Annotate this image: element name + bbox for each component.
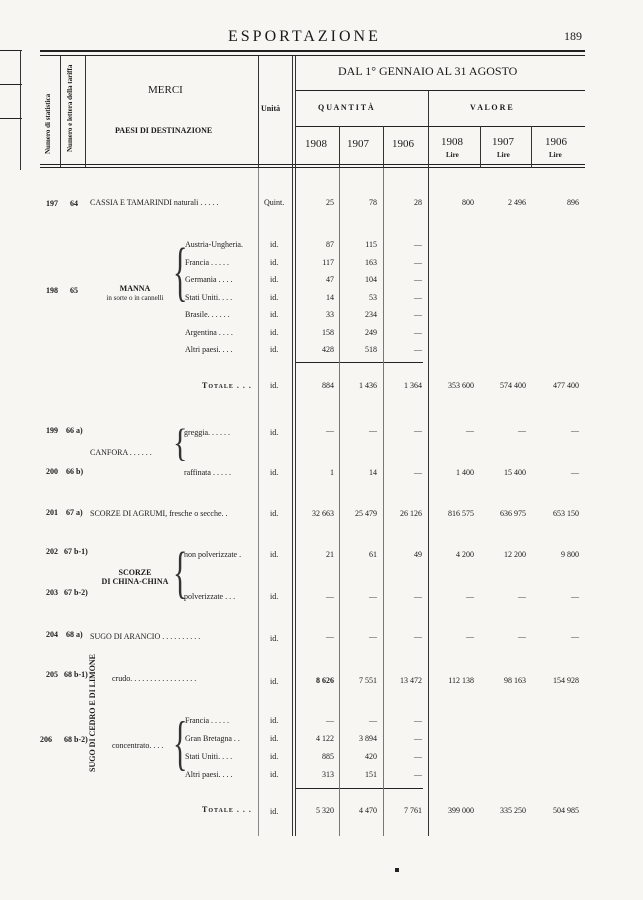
cell-q1906: — [414,240,422,249]
cell-q1908: — [326,716,334,725]
cell-v1908: 1 400 [456,468,474,477]
cell-q1907: 53 [369,292,377,302]
cell-v1908: — [466,426,474,435]
sub-label: non polverizzate . [184,550,242,559]
row-tariffa: 66 b) [66,467,84,476]
cell-v1906: — [571,632,579,641]
cell-q1907: 115 [365,240,377,249]
scorze-china-label: SCORZE [118,568,152,577]
row-tariffa: 67 b-2) [64,588,88,597]
cell-q1906: — [414,275,422,284]
cell-v1906: 9 800 [561,550,579,559]
total-v1907: 335 250 [500,806,526,815]
country-name: Francia . . . . . [185,257,229,267]
row-unit: id. [270,327,279,337]
row-unit: id. [270,381,279,390]
cell-v1908: — [466,592,474,601]
row-num: 199 [46,426,58,435]
cell-q1908: — [326,592,334,601]
col-header-period: DAL 1° GENNAIO AL 31 AGOSTO [338,64,518,78]
total-label: Totale . . . [202,805,252,814]
cell-v1907: — [518,426,526,435]
total-q1908: 5 320 [316,806,334,815]
col-header-unita: Unità [261,104,281,113]
manna-sublabel: in sorte o in cannelli [106,294,164,302]
cell-v1907: 2 496 [508,198,526,207]
row-unit: id. [270,752,279,761]
cell-v1908: — [466,632,474,641]
cell-q1908: 32 663 [312,509,334,518]
row-tariffa: 67 b-1) [64,547,88,556]
brace-china: { [173,542,188,605]
sugo-cedro-label: SUGO DI CEDRO E DI LIMONE [88,653,97,772]
col-v-1906: 1906 [545,136,567,148]
row-unit: id. [270,345,279,354]
row-tariffa: 68 b-2) [64,735,88,744]
cell-q1907: 14 [369,468,377,477]
country-name: Francia . . . . . [185,716,229,725]
country-name: Altri paesi. . . . [185,345,233,354]
cell-v1907: 12 200 [504,550,526,559]
cell-q1906: — [414,292,422,302]
row-merce: SCORZE DI AGRUMI, fresche o secche. . [90,509,228,518]
total-q1908: 884 [322,381,334,390]
scorze-china-sublabel: DI CHINA-CHINA [101,577,169,586]
cell-v1908: 112 138 [448,676,474,685]
cell-q1908: 313 [322,770,334,779]
cell-q1906: 13 472 [400,676,422,685]
cell-q1907: 163 [365,257,377,267]
top-rule [40,50,585,52]
cell-q1906: — [414,632,422,641]
col-header-tariffa: Numero e lettera della tariffa [66,64,74,152]
row-tariffa: 66 a) [66,426,83,435]
row-unit: id. [270,240,279,249]
country-name: Argentina . . . . [185,327,233,337]
cell-q1908: 8 626 [316,676,334,685]
row-unit: id. [270,509,279,518]
row-unit: id. [270,677,279,686]
total-q1907: 4 470 [359,806,377,815]
cell-q1907: 249 [365,327,377,337]
row-tariffa: 64 [70,199,78,208]
cell-q1906: — [414,327,422,337]
row-tariffa: 68 a) [66,630,83,639]
cell-q1908: 158 [322,327,334,337]
total-v1908: 399 000 [448,806,474,815]
col-v-1908-lire: Lire [446,151,459,159]
country-name: Altri paesi. . . . [185,770,233,779]
total-v1906: 504 985 [553,806,579,815]
sub-label: crudo. . . . . . . . . . . . . . . . . [112,674,197,683]
header-bottom-rule [40,164,585,165]
sub-label: greggia. . . . . . [184,428,230,437]
cell-v1906: — [571,426,579,435]
cell-v1907: 98 163 [504,676,526,685]
cell-q1906: — [414,734,422,743]
cell-v1907: — [518,632,526,641]
country-name: Stati Uniti. . . . [185,292,233,302]
row-merce: SUGO DI ARANCIO . . . . . . . . . . [90,632,201,641]
cell-q1906: — [414,592,422,601]
cell-v1906: — [571,468,579,477]
col-v-1907-lire: Lire [497,151,510,159]
row-unit: id. [270,592,279,601]
cell-q1906: — [414,426,422,435]
row-unit: id. [270,257,279,267]
row-unit: id. [270,770,279,779]
row-unit: id. [270,550,279,559]
cell-q1907: 61 [369,550,377,559]
row-unit: Quint. [264,198,285,207]
total-q1906: 7 761 [404,806,422,815]
cell-q1907: 7 551 [359,676,377,685]
cell-q1906: — [414,257,422,267]
row-unit: id. [270,716,279,725]
sub-label: polverizzate . . . [184,592,236,601]
cell-q1906: — [414,752,422,761]
col-q-1907: 1907 [347,138,369,150]
cell-q1907: 420 [365,752,377,761]
cell-q1908: 4 122 [316,734,334,743]
row-unit: id. [270,275,279,284]
cell-q1907: — [369,632,377,641]
cell-v1907: — [518,592,526,601]
cell-q1908: 47 [326,275,334,284]
cell-v1908: 4 200 [456,550,474,559]
total-label: Totale . . . [202,381,252,390]
cell-q1908: — [326,426,334,435]
footer-mark [395,868,399,872]
brace-sugo: { [173,711,188,777]
cell-q1908: 87 [326,240,334,249]
top-rule-thin [40,55,585,56]
col-q-1906: 1906 [392,138,414,150]
cell-q1906: — [414,468,422,477]
row-unit: id. [270,428,279,437]
cell-q1907: 104 [365,275,377,284]
country-name: Germania . . . . [185,275,233,284]
cell-q1907: — [369,592,377,601]
col-header-numero: Numero di statistica [44,93,52,154]
header-bottom-rule-2 [40,167,585,168]
page-title: ESPORTAZIONE [228,28,381,45]
row-unit: id. [270,310,279,319]
total-v1907: 574 400 [500,381,526,390]
cell-v1906: 154 928 [553,676,579,685]
row-num: 198 [46,286,58,295]
cell-q1907: 25 479 [355,509,377,518]
brace-manna: { [173,236,188,309]
row-num: 203 [46,588,58,597]
cell-v1907: 15 400 [504,468,526,477]
row-num: 201 [46,508,58,517]
cell-q1907: — [369,426,377,435]
cell-q1906: — [414,345,422,354]
country-name: Stati Uniti. . . . [185,752,233,761]
cell-v1908: 800 [462,198,474,207]
cell-q1907: 234 [365,310,377,319]
cell-q1907: 151 [365,770,377,779]
row-tariffa: 65 [70,286,78,295]
brace-canfora: { [173,422,188,465]
cell-q1907: 3 894 [359,734,377,743]
cell-q1906: 49 [414,550,422,559]
row-unit: id. [270,292,279,302]
row-num: 197 [46,199,58,208]
cell-v1906: 896 [567,198,579,207]
cell-q1906: 26 126 [400,509,422,518]
total-v1906: 477 400 [553,381,579,390]
cell-q1908: 14 [326,292,334,302]
cell-v1907: 636 975 [500,509,526,518]
col-v-1908: 1908 [441,136,463,148]
row-unit: id. [270,734,279,743]
cell-v1906: 653 150 [553,509,579,518]
row-num: 202 [46,547,58,556]
total-q1906: 1 364 [404,381,422,390]
cell-q1906: — [414,310,422,319]
country-name: Austria-Ungheria. [185,240,243,249]
row-unit: id. [270,468,279,477]
cell-q1906: 28 [414,198,422,207]
col-v-1906-lire: Lire [549,151,562,159]
cell-v1908: 816 575 [448,509,474,518]
cell-q1908: — [326,632,334,641]
cell-q1906: — [414,770,422,779]
cell-q1907: 518 [365,345,377,354]
country-name: Brasile. . . . . . [185,310,230,319]
total-q1907: 1 436 [359,381,377,390]
country-name: Gran Bretagna . . [185,734,240,743]
row-num: 205 [46,670,58,679]
row-tariffa: 68 b-1) [64,670,88,679]
cell-q1907: — [369,716,377,725]
cell-q1908: 21 [326,550,334,559]
col-header-quantita: Q U A N T I T À [318,103,374,112]
cell-q1908: 117 [322,257,334,267]
cell-q1908: 33 [326,310,334,319]
col-header-valore: V A L O R E [470,103,513,112]
row-merce: CASSIA E TAMARINDI naturali . . . . . [90,198,219,207]
sub-label: concentrato. . . . [112,741,164,750]
cell-v1906: — [571,592,579,601]
cell-q1906: — [414,716,422,725]
row-num: 200 [46,467,58,476]
col-v-1907: 1907 [492,136,514,148]
cell-q1908: 1 [330,468,334,477]
col-header-merci: MERCI [148,84,183,96]
row-tariffa: 67 a) [66,508,83,517]
col-q-1908: 1908 [305,138,327,150]
cell-q1908: 25 [326,198,334,207]
total-v1908: 353 600 [448,381,474,390]
cell-q1908: 428 [322,345,334,354]
canfora-label: CANFORA . . . . . . [90,448,152,457]
row-num: 204 [46,630,58,639]
row-unit: id. [270,634,279,643]
cell-q1907: 78 [369,198,377,207]
sub-label: raffinata . . . . . [184,468,231,477]
row-unit: id. [270,807,279,816]
row-num: 206 [40,735,52,744]
page-number: 189 [564,29,582,43]
cell-q1908: 885 [322,752,334,761]
col-header-paesi: PAESI DI DESTINAZIONE [115,126,213,135]
manna-label: MANNA [119,284,151,293]
